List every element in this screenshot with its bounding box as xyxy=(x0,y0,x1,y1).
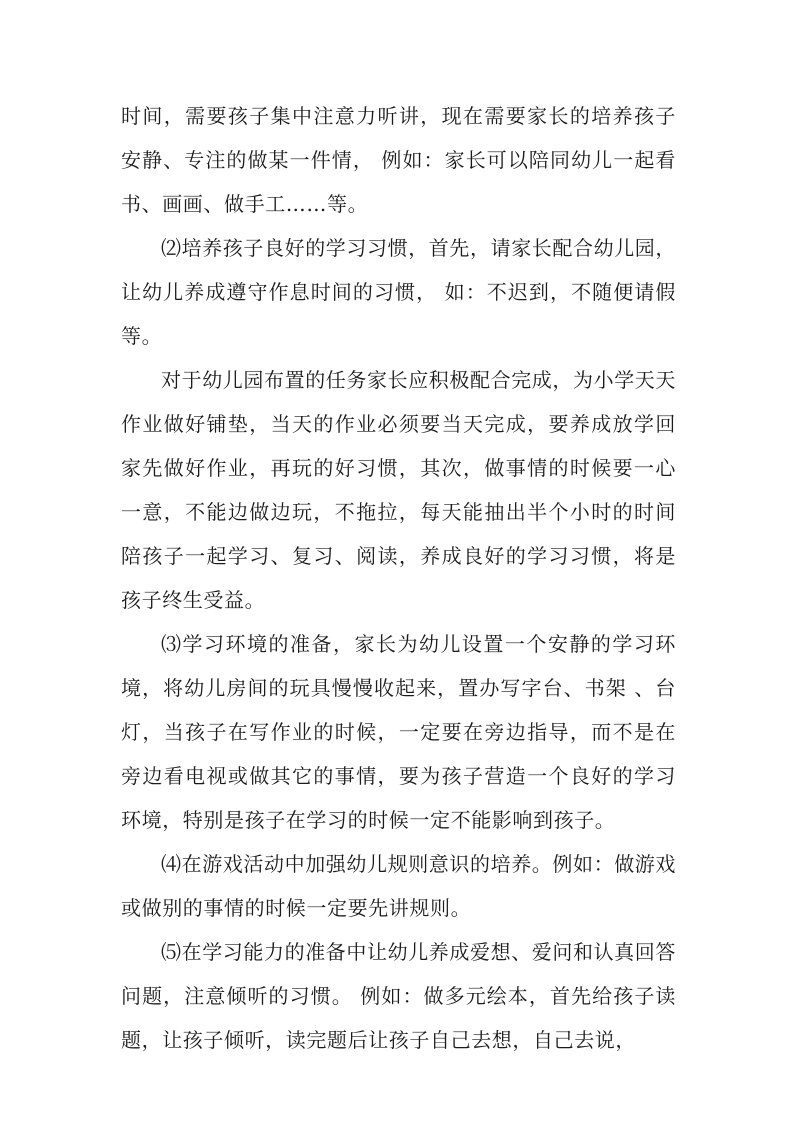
paragraph-study-habits: ⑵培养孩子良好的学习习惯，首先，请家长配合幼儿园，让幼儿养成遵守作息时间的习惯， 如：不迟到，不随便请假等。 xyxy=(121,236,676,348)
paragraph-study-environment: ⑶学习环境的准备，家长为幼儿设置一个安静的学习环境，将幼儿房间的玩具慢慢收起来，置办写字台、书架 、台灯，当孩子在写作业的时候，一定要在旁边指导，而不是在旁边看电视或做其它的事情，要为孩子营造一个良好的学习环境，特别是孩子在学习的时候一定不能影响到孩子。 xyxy=(121,632,676,832)
paragraph-homework-tasks: 对于幼儿园布置的任务家长应积极配合完成，为小学天天作业做好铺垫，当天的作业必须要当天完成，要养成放学回家先做好作业，再玩的好习惯，其次，做事情的时候要一心一意，不能边做边玩，不拖拉，每天能抽出半个小时的时间陪孩子一起学习、复习、阅读，养成良好的学习习惯，将是孩子终生受益。 xyxy=(121,368,676,612)
document-body xyxy=(121,94,676,1062)
paragraph-continued-from-previous-page: 时间，需要孩子集中注意力听讲，现在需要家长的培养孩子安静、专注的做某一件情， 例如：家长可以陪同幼儿一起看书、画画、做手工……等。 xyxy=(121,104,676,216)
paragraph-learning-ability: ⑸在学习能力的准备中让幼儿养成爱想、爱问和认真回答问题，注意倾听的习惯。 例如：做多元绘本，首先给孩子读题，让孩子倾听，读完题后让孩子自己去想，自己去说， xyxy=(121,940,676,1052)
paragraph-rule-awareness: ⑷在游戏活动中加强幼儿规则意识的培养。例如：做游戏或做别的事情的时候一定要先讲规则。 xyxy=(121,852,676,920)
